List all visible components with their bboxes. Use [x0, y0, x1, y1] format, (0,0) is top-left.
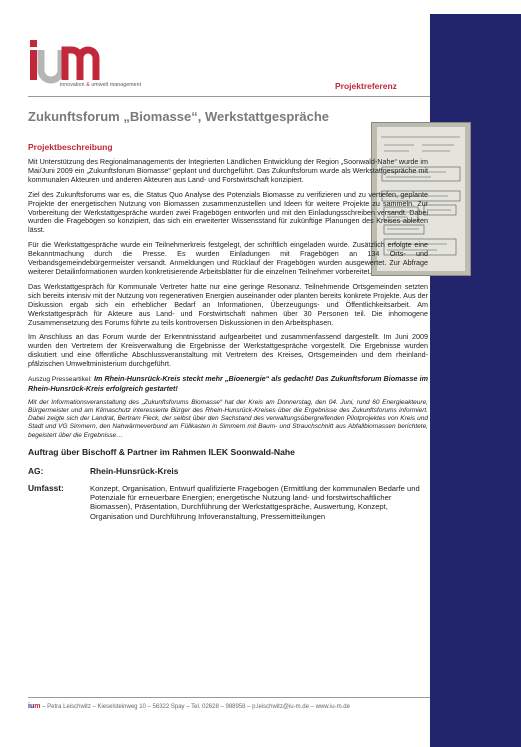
press-quote: Mit der Informationsveranstaltung des „Zukunftsforums Biomasse“ hat der Kreis am Donnerstag, den 04. Juni, rund 60 Energieakteure, Bürgermeister und am Klimaschutz interessierte Bürger des Rhein-Hunsrück-Kreises über die Ergebnisse des Zukunftsforums informiert. Dabei zeigte sich der Landrat, Bertram Fleck, der selbst über den Sachstand des verwaltungsübergreifenden Pilotprojektes von Kreis und Stadt und VG Simmern, den Nahwärmeverbund am Füllkasten in Simmern mit Baum- und Strauchschnitt aus Abfallbiomassen berichtete, begeistert über die Ergebnisse…: [28, 398, 428, 439]
footer-brand: ium: [28, 703, 41, 710]
paragraph: Das Werkstattgespräch für Kommunale Vertreter hatte nur eine geringe Resonanz. Teilnehmende Ortsgemeinden setzten sich bereits intensiv mit der Nutzung von regenerativen Energien auseinander oder planten bereits konkrete Projekte. Aus der Diskussion ergab sich ein erheblicher Bedarf an Informationen, Überzeugungs- und Öffentlichkeitsarbeit. Am Werkstattgespräch für Akteure aus Land- und Forstwirtschaft nahmen über 30 Personen teil. Die inhomogene Zusammensetzung des Forums führte zu teils kontroversen Diskussionen in den Arbeitsphasen.: [28, 281, 428, 327]
footer-divider: [28, 697, 430, 698]
press-headline: Im Rhein-Hunsrück-Kreis steckt mehr „Bioenergie“ als gedacht! Das Zukunftsforum Biomasse im Rhein-Hunsrück-Kreis erfolgreich gestartet!: [28, 374, 428, 393]
logo-tagline: innovation & umwelt management: [60, 82, 142, 88]
paragraph: Mit Unterstützung des Regionalmanagements der Integrierten Ländlichen Entwicklung der Region „Soonwald-Nahe“ wurde im Mai/Juni 2009 ein „Zukunftsforum Biomasse“ geplant und durchgeführt. Das Zukunftsforum wurde als Werkstattgespräche mit kommunalen Akteuren und anderen Akteuren aus Land- und Forstwirtschaft konzipiert.: [28, 157, 428, 184]
paragraph: Im Anschluss an das Forum wurde der Erkenntnisstand aufgearbeitet und zusammenfassend dargestellt. Im Juni 2009 wurden den Vertretern der Kreisverwaltung die Ergebnisse der Werkstattgespräche vorgestellt. Die Ergebnisse wurden diskutiert und eine öffentliche Abschlussveranstaltung mit Vertretern des Kreises, Ortsgemeinden und dem rheinland-pfälzischen Umweltministerium durchgeführt.: [28, 332, 428, 369]
section-heading: Projektbeschreibung: [28, 142, 113, 152]
footer-contact: – Petra Leischwitz – Kieselsteinweg 10 – 56322 Spay – Tel. 02628 – 988958 – p.leischwitz@iu-m.de – www.iu-m.de: [42, 704, 350, 710]
main-content: [28, 158, 428, 529]
client-value: Rhein-Hunsrück-Kreis: [90, 465, 179, 476]
client-label: AG:: [28, 465, 44, 476]
header-divider: [28, 96, 430, 97]
footer: [28, 703, 350, 710]
scope-label: Umfasst:: [28, 482, 64, 493]
press-excerpt: [28, 375, 428, 394]
scope-row: [28, 484, 428, 521]
press-label: Auszug Presseartikel:: [28, 376, 92, 384]
page-title: Zukunftsforum „Biomasse“, Werkstattgespräche: [28, 109, 329, 124]
client-row: [28, 467, 428, 476]
reference-label: Projektreferenz: [335, 81, 397, 91]
scope-value: Konzept, Organisation, Entwurf qualifizierte Fragebogen (Ermittlung der kommunalen Bedarfe und Potenziale für erneuerbare Energien; energetische Nutzung land- und forstwirtschaftlicher Biomassen), Präsentation, Durchführung der Werkstattgespräche, Auswertung, Konzept, Organisation und Durchführung Infoveranstaltung, Pressemitteilungen: [90, 483, 420, 521]
paragraph: Ziel des Zukunftsforums war es, die Status Quo Analyse des Potenzials Biomasse zu verifizieren und zu vertiefen, geplante Projekte der energetischen Nutzung von Biomassen zusammenzustellen und Ideen für weitere Projekte zu sammeln. Zur Vorbereitung der Werkstattgespräche wurden zwei Fragebögen entworfen und mit den Einladungsschreiben versandt. Dabei wurden die Fragebögen so konzipiert, das sich ein erweiterter Wissensstand für zukünftige Planungen des Kreises ableiten lässt.: [28, 189, 428, 235]
contract-heading: Auftrag über Bischoff & Partner im Rahmen ILEK Soonwald-Nahe: [28, 446, 295, 457]
paragraph: Für die Werkstattgespräche wurde ein Teilnehmerkreis festgelegt, der schriftlich eingeladen wurde. Zusätzlich erfolgte eine Bekanntmachung durch die Presse. Es wurden Einladungen mit Fragebögen an 134 Orts- und Verbandsgemeindebürgermeister versandt. Anmeldungen und Rücklauf der Fragebögen wurden ausgewertet. Zur Abfrage weiterer Detailinformationen wurden konkretisierende Arbeitsblätter für die einzelnen Teilnehmer vorbereitet.: [28, 240, 428, 276]
